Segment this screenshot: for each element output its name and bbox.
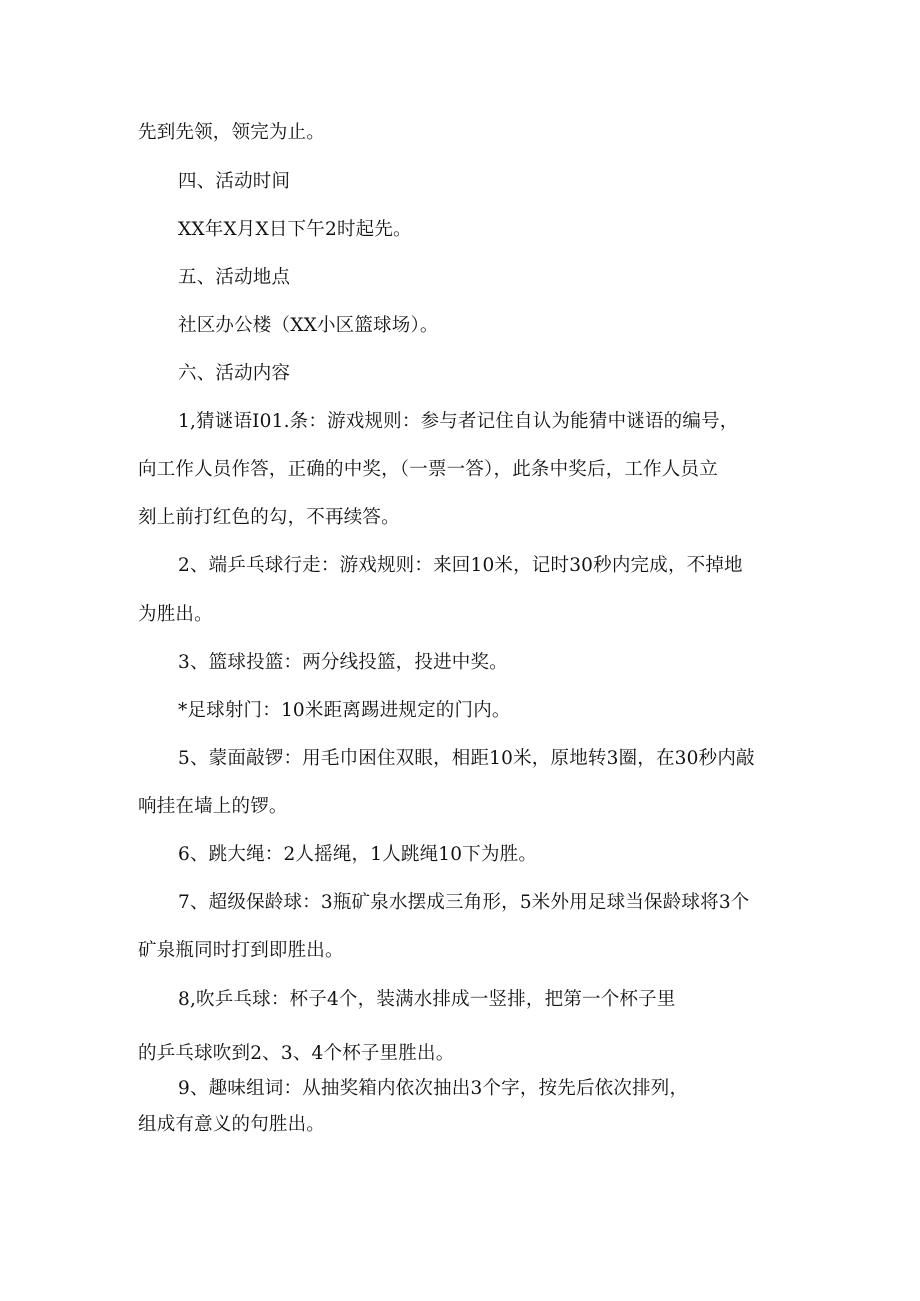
- list-item-5: 5、蒙面敲锣：用毛巾困住双眼，相距10米，原地转3圈，在30秒内敲: [178, 748, 755, 769]
- paragraph-line: 组成有意义的句胜出。: [138, 1114, 326, 1135]
- paragraph-line: 的乒乓球吹到2、3、4个杯子里胜出。: [138, 1043, 455, 1064]
- section-heading-content: 六、活动内容: [178, 363, 291, 384]
- paragraph-line: 为胜出。: [138, 604, 213, 625]
- list-item-1: 1,猜谜语I01.条：游戏规则：参与者记住自认为能猜中谜语的编号，: [178, 411, 739, 432]
- list-item-2: 2、端乒乓球行走：游戏规则：来回10米，记时30秒内完成，不掉地: [178, 555, 743, 576]
- paragraph-line: 向工作人员作答，正确的中奖，（一票一答），此条中奖后，工作人员立: [138, 459, 718, 480]
- list-item-6: 6、跳大绳：2人摇绳，1人跳绳10下为胜。: [178, 844, 538, 865]
- list-item-8: 8,吹乒乓球：杯子4个，装满水排成一竖排，把第一个杯子里: [178, 989, 676, 1010]
- paragraph-line: 响挂在墙上的锣。: [138, 796, 288, 817]
- paragraph-line: 矿泉瓶同时打到即胜出。: [138, 940, 344, 961]
- section-heading-time: 四、活动时间: [178, 171, 291, 192]
- list-item-4: *足球射门：10米距离踢进规定的门内。: [178, 700, 511, 721]
- list-item-3: 3、篮球投篮：两分线投篮，投进中奖。: [178, 652, 508, 673]
- section-heading-location: 五、活动地点: [178, 267, 291, 288]
- list-item-7: 7、超级保龄球：3瓶矿泉水摆成三角形，5米外用足球当保龄球将3个: [178, 892, 750, 913]
- paragraph-line: XX年X月X日下午2时起先。: [178, 219, 412, 240]
- paragraph-line: 刻上前打红色的勾，不再续答。: [138, 507, 400, 528]
- paragraph-line: 社区办公楼（XX小区篮球场）。: [178, 315, 439, 336]
- paragraph-line: 先到先领，领完为止。: [138, 122, 326, 143]
- list-item-9: 9、趣味组词：从抽奖箱内依次抽出3个字，按先后依次排列，: [178, 1078, 689, 1099]
